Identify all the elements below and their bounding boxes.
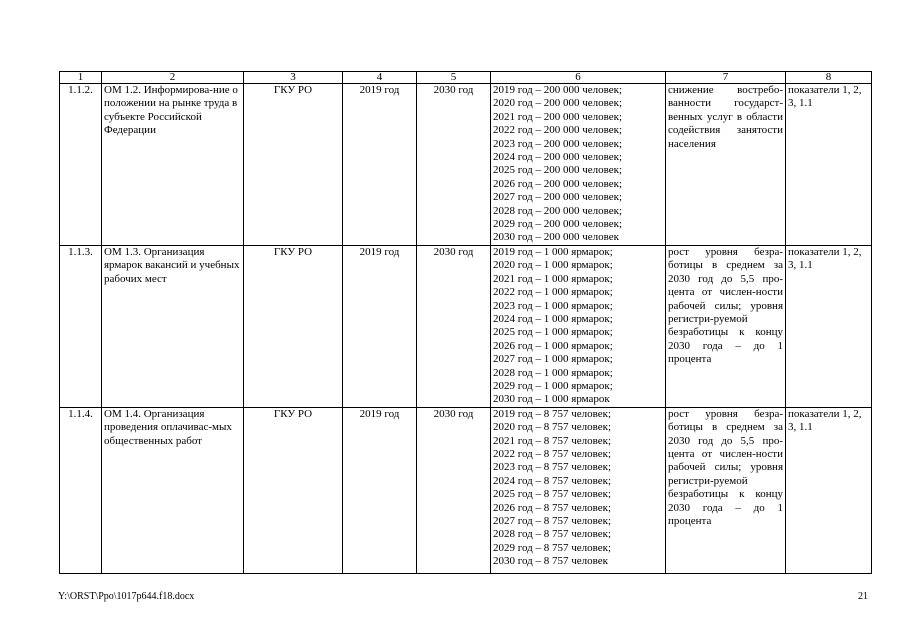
executor: ГКУ РО <box>244 84 343 246</box>
program-events-table <box>59 71 872 574</box>
expected-results <box>491 245 666 407</box>
result-line: 2029 год – 1 000 ярмарок; <box>493 379 613 392</box>
result-line: 2022 год – 1 000 ярмарок; <box>493 286 613 299</box>
result-line: 2029 год – 8 757 человек; <box>493 541 612 554</box>
result-line: 2030 год – 8 757 человек <box>493 555 609 568</box>
event-name: ОМ 1.4. Организация проведения оплачивас-мых общественных работ <box>102 407 244 573</box>
column-header-3: 3 <box>244 72 343 84</box>
result-line: 2026 год – 1 000 ярмарок; <box>493 339 613 352</box>
result-line: 2027 год – 8 757 человек; <box>493 515 612 527</box>
result-line: 2021 год – 8 757 человек; <box>493 434 612 447</box>
row-number: 1.1.4. <box>60 407 102 573</box>
start-year: 2019 год <box>343 407 417 573</box>
executor: ГКУ РО <box>244 407 343 573</box>
column-header-7: 7 <box>666 72 786 84</box>
consequences: рост уровня безра-ботицы в среднем за 2030 год до 5,5 про-цента от числен-ности рабочей силы; уровня регистри-руемой безработицы к концу 2030 года – до 1 процента <box>666 407 786 573</box>
result-line: 2020 год – 200 000 человек; <box>493 97 623 110</box>
end-year: 2030 год <box>417 84 491 246</box>
result-line: 2019 год – 200 000 человек; <box>493 84 623 96</box>
column-header-5: 5 <box>417 72 491 84</box>
column-header-6: 6 <box>491 72 666 84</box>
start-year: 2019 год <box>343 245 417 407</box>
column-header-8: 8 <box>786 72 872 84</box>
expected-results <box>491 84 666 246</box>
column-header-4: 4 <box>343 72 417 84</box>
end-year: 2030 год <box>417 245 491 407</box>
row-number: 1.1.2. <box>60 84 102 246</box>
column-header-1: 1 <box>60 72 102 84</box>
result-line: 2019 год – 8 757 человек; <box>493 407 612 420</box>
consequences: снижение востребо-ванности государст-венных услуг в области содействия занятости населения <box>666 84 786 246</box>
result-line: 2019 год – 1 000 ярмарок; <box>493 245 613 258</box>
executor: ГКУ РО <box>244 245 343 407</box>
table-row <box>60 245 872 407</box>
indicator-link: показатели 1, 2, 3, 1.1 <box>786 245 872 407</box>
result-line: 2028 год – 200 000 человек; <box>493 204 623 217</box>
result-line: 2023 год – 1 000 ярмарок; <box>493 299 613 312</box>
result-line: 2024 год – 1 000 ярмарок; <box>493 312 613 325</box>
expected-results <box>491 407 666 573</box>
result-line: 2028 год – 1 000 ярмарок; <box>493 366 613 379</box>
indicator-link: показатели 1, 2, 3, 1.1 <box>786 407 872 573</box>
table-row <box>60 84 872 246</box>
result-line: 2021 год – 200 000 человек; <box>493 110 623 123</box>
result-line: 2025 год – 1 000 ярмарок; <box>493 326 613 339</box>
event-name: ОМ 1.2. Информирова-ние о положении на рынке труда в субъекте Российской Федерации <box>102 84 244 246</box>
result-line: 2025 год – 8 757 человек; <box>493 488 612 501</box>
result-line: 2027 год – 1 000 ярмарок; <box>493 353 613 366</box>
result-line: 2026 год – 8 757 человек; <box>493 501 612 514</box>
event-name: ОМ 1.3. Организация ярмарок вакансий и учебных рабочих мест <box>102 245 244 407</box>
result-line: 2020 год – 8 757 человек; <box>493 421 612 434</box>
row-number: 1.1.3. <box>60 245 102 407</box>
result-line: 2028 год – 8 757 человек; <box>493 528 612 541</box>
result-line: 2029 год – 200 000 человек; <box>493 218 623 231</box>
page-number: 21 <box>858 591 868 602</box>
result-line: 2022 год – 8 757 человек; <box>493 447 612 460</box>
result-line: 2021 год – 1 000 ярмарок; <box>493 272 613 285</box>
table-body <box>60 84 872 574</box>
header-row <box>60 72 872 84</box>
result-line: 2024 год – 200 000 человек; <box>493 151 623 164</box>
table-row <box>60 407 872 573</box>
column-header-2: 2 <box>102 72 244 84</box>
consequences: рост уровня безра-ботицы в среднем за 2030 год до 5,5 про-цента от числен-ности рабочей силы; уровня регистри-руемой безработицы к концу 2030 года – до 1 процента <box>666 245 786 407</box>
start-year: 2019 год <box>343 84 417 246</box>
result-line: 2027 год – 200 000 человек; <box>493 191 623 204</box>
result-line: 2020 год – 1 000 ярмарок; <box>493 259 613 272</box>
result-line: 2030 год – 1 000 ярмарок <box>493 393 610 406</box>
result-line: 2026 год – 200 000 человек; <box>493 177 623 190</box>
result-line: 2022 год – 200 000 человек; <box>493 124 623 137</box>
file-path: Y:\ORST\Ppo\1017p644.f18.docx <box>58 591 195 602</box>
result-line: 2023 год – 8 757 человек; <box>493 461 612 474</box>
indicator-link: показатели 1, 2, 3, 1.1 <box>786 84 872 246</box>
result-line: 2023 год – 200 000 человек; <box>493 137 623 150</box>
result-line: 2024 год – 8 757 человек; <box>493 474 612 487</box>
end-year: 2030 год <box>417 407 491 573</box>
result-line: 2030 год – 200 000 человек <box>493 231 620 244</box>
result-line: 2025 год – 200 000 человек; <box>493 164 623 177</box>
